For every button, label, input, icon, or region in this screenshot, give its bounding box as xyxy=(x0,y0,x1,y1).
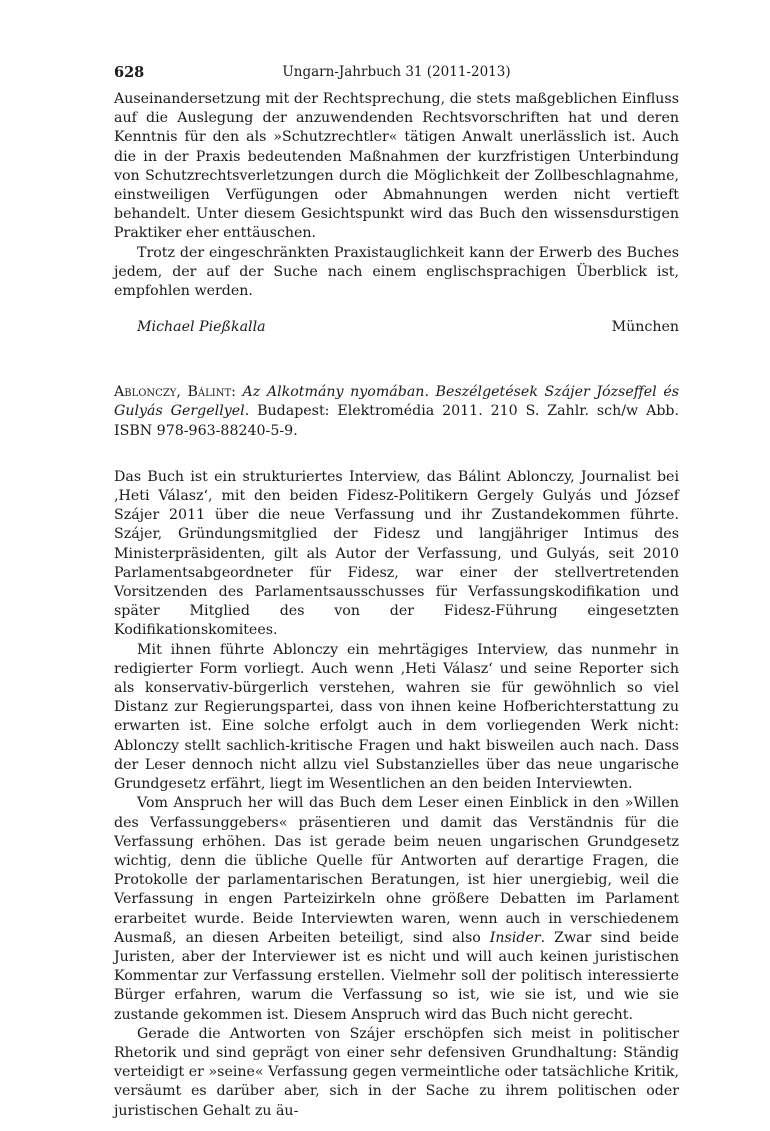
book-author: Ablonczy, Bálint xyxy=(114,384,232,401)
prev-review-paragraph-2: Trotz der eingeschränkten Praxistauglichkeit kann der Erwerb des Buches jedem, der auf der Suche nach einem englischsprachigen Überblick ist, empfohlen werden. xyxy=(114,244,679,300)
review-paragraph-4: Gerade die Antworten von Szájer erschöpfen sich meist in politischer Rhetorik und sind geprägt von einer sehr defensiven Grundhaltung: Ständig verteidigt er »seine« Verfassung gegen vermeintliche oder tatsächliche Kritik, versäumt es darüber aber, sich in der Sache zu ihrem politischen oder juristischen Gehalt zu äu- xyxy=(114,1025,679,1119)
review-paragraph-2: Mit ihnen führte Ablonczy ein mehrtägiges Interview, das nunmehr in redigierter Form vorliegt. Auch wenn ‚Heti Válasz‘ und seine Reporter sich als konservativ-bürgerlich verstehen, wahren sie für gewöhnlich so viel Distanz zur Regierungspartei, dass von ihnen keine Hofberichterstattung zu erwarten ist. Eine solche erfolgt auch in dem vorliegenden Werk nicht: Ablonczy stellt sachlich-kritische Fragen und hakt bisweilen auch nach. Dass der Leser dennoch nicht allzu viel Substanzielles über das neue ungarische Grundgesetz erfährt, liegt im Wesentlichen an den beiden Interviewten. xyxy=(114,641,679,793)
review-paragraph-3 xyxy=(114,794,679,1024)
bibliographic-entry xyxy=(114,383,679,441)
review-body xyxy=(114,468,679,1121)
running-header xyxy=(114,64,679,90)
review-paragraph-1: Das Buch ist ein strukturiertes Interview, das Bálint Ablonczy, Journalist bei ‚Heti Válasz‘, mit den beiden Fidesz-Politikern Gergely Gulyás und József Szájer 2011 über die neue Verfassung und ihr Zustandekommen führte. Szájer, Gründungsmitglied der Fidesz und langjähriger Intimus des Ministerpräsidenten, gilt als Autor der Verfassung, und Gulyás, seit 2010 Parlamentsabgeordneter für Fidesz, war einer der stellvertretenden Vorsitzenden des Parlamentsausschusses für Verfassungskodifikation und später Mitglied des von der Fidesz-Führung eingesetzten Kodifikationskomitees. xyxy=(114,468,679,639)
review-paragraph-3-part-a: Vom Anspruch her will das Buch dem Leser einen Einblick in den »Willen des Verfassunggebers« präsentieren und damit das Verständnis für die Verfassung erhöhen. Das ist gerade beim neuen ungarischen Grundgesetz wichtig, denn die übliche Quelle für Antworten auf derartige Fragen, die Protokolle der parlamentarischen Beratungen, ist hier unergiebig, weil die Verfassung in engen Parteizirkeln ohne größere Debatten im Parlament erarbeitet wurde. Beide Interviewten waren, wenn auch in verschiedenem Ausmaß, an diesen Arbeiten beteiligt, sind also xyxy=(114,795,679,946)
reviewer-signature-row xyxy=(114,319,679,339)
reviewer-name: Michael Pießkalla xyxy=(137,319,266,336)
journal-title: Ungarn-Jahrbuch 31 (2011-2013) xyxy=(282,64,511,80)
insider-term: Insider xyxy=(489,929,541,946)
book-title: Az Alkotmány nyomában. Beszélgetések Szájer Józseffel és Gulyás Gergellyel xyxy=(114,384,679,420)
review-paragraph-3-part-b: . Zwar sind beide Juristen, aber der Interviewer ist es nicht und will auch keinen juristischen Kommentar zur Verfassung erstellen. Vielmehr soll der politisch interessierte Bürger erfahren, warum die Verfassung so ist, wie sie ist, und wie sie zustande gekommen ist. Diesem Anspruch wird das Buch nicht gerecht. xyxy=(114,929,679,1023)
prev-review-paragraph-1: Auseinandersetzung mit der Rechtsprechung, die stets maßgeblichen Einfluss auf die Auslegung der anzuwendenden Rechtsvorschriften hat und deren Kenntnis für den als »Schutzrechtler« tätigen Anwalt unerlässlich ist. Auch die in der Praxis bedeutenden Maßnahmen der kurzfristigen Unterbindung von Schutzrechtsverletzungen durch die Möglichkeit der Zollbeschlagnahme, einstweiligen Verfügungen oder Abmahnungen werden nicht vertieft behandelt. Unter diesem Gesichtspunkt wird das Buch den wissensdurstigen Praktiker eher enttäuschen. xyxy=(114,91,679,242)
author-colon: : xyxy=(231,384,243,401)
reviewer-city: München xyxy=(611,319,679,336)
book-details: . Budapest: Elektromédia 2011. 210 S. Zahlr. sch/w Abb. ISBN 978-963-88240-5-9. xyxy=(114,403,679,439)
page-number: 628 xyxy=(114,64,145,81)
document-page xyxy=(114,64,679,1121)
